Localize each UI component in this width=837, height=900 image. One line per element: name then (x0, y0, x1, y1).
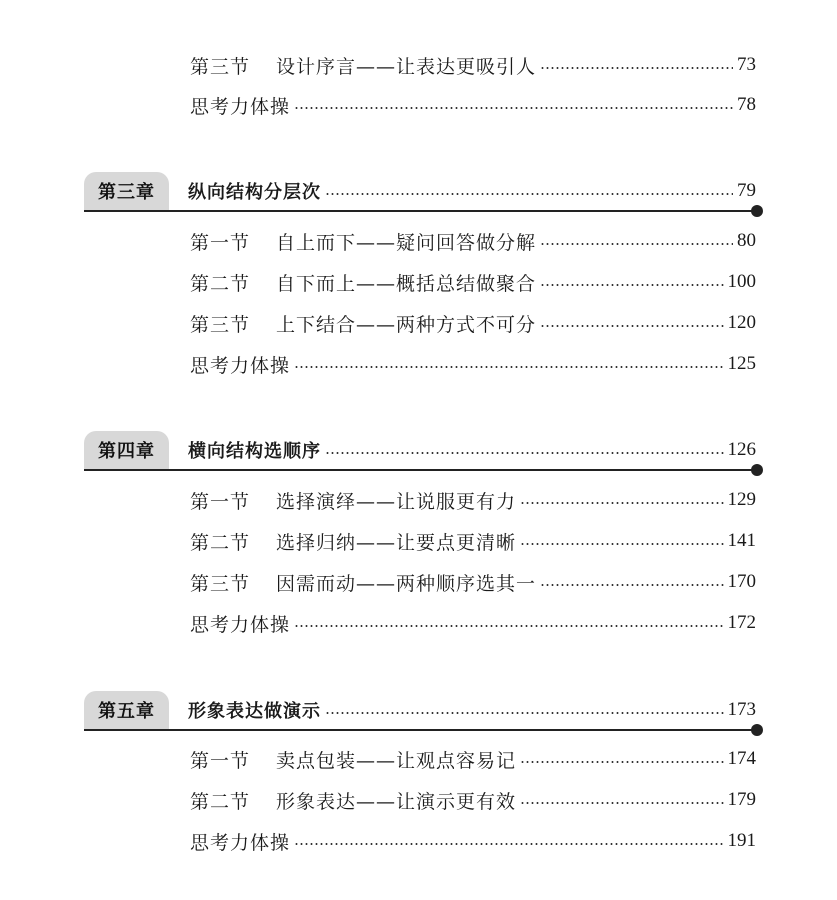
section-title: 选择归纳——让要点更清晰 (276, 531, 517, 554)
page-number: 174 (727, 748, 756, 769)
rule-end-dot (751, 464, 763, 476)
section-title: 思考力体操 (190, 95, 291, 118)
page-number: 191 (727, 830, 756, 851)
dot-leader (540, 584, 723, 586)
toc-entry[interactable] (190, 485, 756, 515)
toc-entry[interactable] (190, 349, 756, 379)
section-title: 卖点包装——让观点容易记 (276, 749, 517, 772)
section-number: 第二节 (190, 790, 251, 813)
section-title: 上下结合——两种方式不可分 (276, 313, 537, 336)
chapter-label-tab: 第四章 (84, 431, 169, 469)
toc-entry[interactable] (190, 608, 756, 638)
toc-entry[interactable] (190, 567, 756, 597)
dot-leader (520, 761, 723, 763)
section-number: 第一节 (190, 749, 251, 772)
section-title: 设计序言——让表达更吸引人 (276, 55, 537, 78)
dot-leader (294, 107, 733, 109)
dot-leader (520, 502, 723, 504)
page-number: 125 (727, 353, 756, 374)
chapter-heading[interactable] (84, 691, 764, 741)
section-number: 第二节 (190, 272, 251, 295)
section-title: 自上而下——疑问回答做分解 (276, 231, 537, 254)
chapter-heading[interactable] (84, 431, 764, 481)
chapter-title-row (188, 176, 756, 206)
chapter-rule (84, 469, 756, 471)
section-number: 第二节 (190, 531, 251, 554)
toc-entry[interactable] (190, 826, 756, 856)
dot-leader (325, 712, 724, 714)
page-number: 173 (727, 699, 756, 720)
page-number: 179 (727, 789, 756, 810)
chapter-label-tab: 第五章 (84, 691, 169, 729)
section-number: 第一节 (190, 490, 251, 513)
section-title: 思考力体操 (190, 831, 291, 854)
page-number: 172 (727, 612, 756, 633)
toc-entry[interactable] (190, 308, 756, 338)
page-number: 126 (727, 439, 756, 460)
toc-entry[interactable] (190, 526, 756, 556)
chapter-title-row (188, 695, 756, 725)
section-title: 选择演绎——让说服更有力 (276, 490, 517, 513)
toc-entry[interactable] (190, 785, 756, 815)
section-number: 第三节 (190, 313, 251, 336)
section-title: 思考力体操 (190, 613, 291, 636)
toc-entry[interactable] (190, 744, 756, 774)
page-number: 79 (737, 180, 756, 201)
section-number: 第三节 (190, 55, 251, 78)
section-number: 第三节 (190, 572, 251, 595)
toc-entry[interactable] (190, 267, 756, 297)
chapter-label-tab: 第三章 (84, 172, 169, 210)
dot-leader (540, 325, 723, 327)
page-number: 78 (737, 94, 756, 115)
page-number: 120 (727, 312, 756, 333)
page-number: 129 (727, 489, 756, 510)
toc-entry[interactable] (190, 226, 756, 256)
chapter-heading[interactable] (84, 172, 764, 222)
page-number: 141 (727, 530, 756, 551)
rule-end-dot (751, 724, 763, 736)
rule-end-dot (751, 205, 763, 217)
dot-leader (325, 193, 733, 195)
toc-entry[interactable] (190, 50, 756, 80)
chapter-rule (84, 729, 756, 731)
section-title: 形象表达——让演示更有效 (276, 790, 517, 813)
section-title: 自下而上——概括总结做聚合 (276, 272, 537, 295)
dot-leader (294, 366, 723, 368)
section-title: 因需而动——两种顺序选其一 (276, 572, 537, 595)
page-number: 170 (727, 571, 756, 592)
page-number: 100 (727, 271, 756, 292)
chapter-title-row (188, 435, 756, 465)
dot-leader (540, 284, 723, 286)
chapter-rule (84, 210, 756, 212)
page-number: 73 (737, 54, 756, 75)
chapter-title: 纵向结构分层次 (188, 182, 321, 203)
dot-leader (540, 243, 733, 245)
dot-leader (520, 543, 723, 545)
dot-leader (520, 802, 723, 804)
toc-entry[interactable] (190, 90, 756, 120)
section-number: 第一节 (190, 231, 251, 254)
chapter-title: 形象表达做演示 (188, 701, 321, 722)
section-title: 思考力体操 (190, 354, 291, 377)
dot-leader (540, 67, 733, 69)
dot-leader (294, 843, 723, 845)
dot-leader (294, 625, 723, 627)
chapter-title: 横向结构选顺序 (188, 441, 321, 462)
page-number: 80 (737, 230, 756, 251)
dot-leader (325, 452, 724, 454)
